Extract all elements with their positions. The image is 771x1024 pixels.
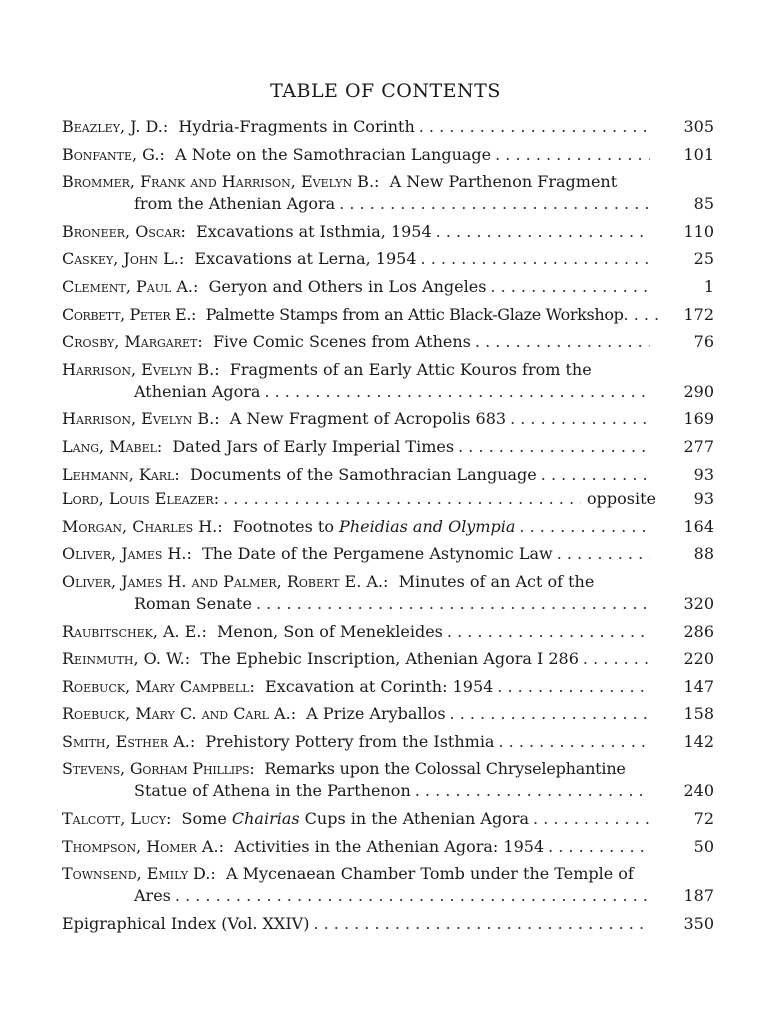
- toc-entry: [62, 359, 714, 403]
- entry-page: 101: [683, 144, 714, 164]
- dot-leader: [458, 436, 650, 458]
- entry-title: The Date of the Pergamene Astynomic Law: [202, 544, 553, 564]
- entry-page: 220: [683, 649, 714, 669]
- entry-page: 305: [683, 117, 714, 136]
- entry-page: 147: [683, 676, 714, 696]
- entry-title: The Ephebic Inscription, Athenian Agora I 286: [200, 649, 579, 669]
- toc-entry: [62, 248, 714, 270]
- entry-author: Crosby, Margaret:: [62, 332, 203, 352]
- toc-entry: [62, 676, 714, 698]
- entry-title: Menon, Son of Menekleides: [217, 621, 443, 641]
- entry-page: 286: [683, 621, 714, 641]
- toc-entry: [62, 464, 714, 486]
- dot-leader: [415, 780, 650, 802]
- entry-page: 169: [683, 409, 714, 429]
- entry-title: Epigraphical Index (Vol. XXIV): [62, 913, 310, 933]
- entry-title-continued: from the Athenian Agora: [134, 194, 336, 214]
- toc-entry: [62, 836, 714, 858]
- entry-title: A New Fragment of Acropolis 683: [229, 409, 507, 429]
- dot-leader: [490, 276, 650, 298]
- entry-author: Oliver, James H. and Palmer, Robert E. A.:: [62, 571, 389, 591]
- dot-leader: [495, 144, 650, 166]
- entry-title: Hydria-Fragments in Corinth: [178, 117, 415, 136]
- toc-entry: [62, 543, 714, 565]
- dot-leader: [475, 331, 650, 353]
- dot-leader: [256, 593, 650, 615]
- entry-title: A Note on the Samothracian Language: [175, 144, 492, 164]
- dot-leader: [339, 193, 650, 215]
- dot-leader: [447, 621, 650, 643]
- dot-leader: [548, 836, 650, 858]
- dot-leader: [533, 808, 650, 830]
- toc-entry: [62, 276, 714, 298]
- entry-author: Bonfante, G.:: [62, 144, 165, 164]
- entry-page: 110: [683, 221, 714, 241]
- entry-title: A New Parthenon Fragment: [389, 172, 618, 192]
- entry-author: Lang, Mabel:: [62, 436, 163, 456]
- toc-entry: [62, 621, 714, 643]
- entry-author: Lord, Louis Eleazer:: [62, 489, 220, 509]
- entry-author: Broneer, Oscar:: [62, 221, 186, 241]
- entry-page: 350: [683, 913, 714, 933]
- dot-leader: [175, 885, 650, 907]
- toc-entry: [62, 488, 714, 510]
- dot-leader: [436, 221, 650, 243]
- dot-leader: [421, 248, 650, 270]
- entry-page: 187: [683, 886, 714, 906]
- dot-leader: [519, 516, 650, 538]
- toc-entry: [62, 758, 714, 802]
- entry-author: Caskey, John L.:: [62, 249, 185, 269]
- toc-entry: [62, 304, 714, 326]
- toc-entry: [62, 221, 714, 243]
- entry-title-continued: Roman Senate: [134, 593, 252, 613]
- toc-entry: [62, 144, 714, 166]
- entry-title: Activities in the Athenian Agora: 1954: [234, 836, 545, 856]
- entry-title-continued: Ares: [134, 886, 171, 906]
- entry-title: Five Comic Scenes from Athens: [212, 332, 471, 352]
- entry-title: Palmette Stamps from an Attic Black-Glaze Workshop: [205, 304, 624, 324]
- entry-author: Smith, Esther A.:: [62, 731, 196, 751]
- entry-page: 93: [693, 489, 714, 509]
- toc-entry: [62, 913, 714, 935]
- dot-leader: [624, 304, 658, 326]
- entry-page: 50: [693, 836, 714, 856]
- entry-author: Reinmuth, O. W.:: [62, 649, 191, 669]
- entry-title: Prehistory Pottery from the Isthmia: [205, 731, 495, 751]
- toc-entry: [62, 516, 714, 538]
- dot-leader: [498, 731, 650, 753]
- entry-page: 88: [693, 544, 714, 564]
- toc-entry: [62, 408, 714, 430]
- entry-page: 172: [683, 304, 714, 324]
- entry-author: Townsend, Emily D.:: [62, 864, 216, 884]
- entry-author: Raubitschek, A. E.:: [62, 621, 207, 641]
- entry-page: 85: [693, 194, 714, 214]
- entry-title: Excavations at Lerna, 1954: [194, 249, 417, 269]
- entry-title: Remarks upon the Colossal Chryselephantine: [264, 759, 626, 779]
- toc-entry: [62, 331, 714, 353]
- toc-entry: [62, 731, 714, 753]
- entry-title: Fragments of an Early Attic Kouros from the: [229, 359, 592, 379]
- entry-author: Corbett, Peter E.:: [62, 304, 197, 324]
- entry-page: 93: [693, 464, 714, 484]
- entry-author: Oliver, James H.:: [62, 544, 192, 564]
- entry-page: 320: [683, 593, 714, 613]
- entry-page: 240: [683, 781, 714, 801]
- entry-author: Roebuck, Mary C. and Carl A.:: [62, 704, 297, 724]
- dot-leader: [264, 381, 650, 403]
- entry-title: Geryon and Others in Los Angeles: [208, 276, 487, 296]
- entry-page: 142: [683, 731, 714, 751]
- entry-title-continued: Statue of Athena in the Parthenon: [134, 781, 411, 801]
- dot-leader: [223, 488, 581, 510]
- entry-title-continued: Athenian Agora: [134, 381, 261, 401]
- entry-title-italic: Pheidias and Olympia: [339, 516, 516, 536]
- entry-author: Clement, Paul A.:: [62, 276, 199, 296]
- entry-title: Some: [181, 809, 232, 829]
- dot-leader: [541, 464, 650, 486]
- dot-leader: [419, 116, 650, 138]
- dot-leader: [450, 703, 650, 725]
- toc-entry: [62, 863, 714, 907]
- entry-title: Dated Jars of Early Imperial Times: [172, 436, 455, 456]
- dot-leader: [313, 913, 650, 935]
- entry-author: Stevens, Gorham Phillips:: [62, 759, 255, 779]
- entry-page: 164: [683, 516, 714, 536]
- entry-title: A Prize Aryballos: [306, 704, 446, 724]
- entry-page: 25: [693, 249, 714, 269]
- entry-author: Thompson, Homer A.:: [62, 836, 224, 856]
- toc-entry: [62, 571, 714, 615]
- toc-entry: [62, 436, 714, 458]
- dot-leader: [583, 648, 650, 670]
- entry-title: Excavation at Corinth: 1954: [265, 676, 494, 696]
- toc-entry: [62, 808, 714, 830]
- entry-title: Documents of the Samothracian Language: [189, 464, 537, 484]
- page-title: TABLE OF CONTENTS: [270, 80, 501, 102]
- toc-entry: [62, 171, 714, 215]
- entry-page-note: opposite: [587, 489, 656, 509]
- entry-title-italic: Chairias: [231, 809, 300, 829]
- toc-entry: [62, 116, 714, 138]
- entry-page: 158: [683, 704, 714, 724]
- dot-leader: [557, 543, 650, 565]
- entry-author: Roebuck, Mary Campbell:: [62, 676, 255, 696]
- entry-page: 76: [693, 332, 714, 352]
- entry-author: Brommer, Frank and Harrison, Evelyn B.:: [62, 172, 380, 192]
- entry-page: 72: [693, 809, 714, 829]
- dot-leader: [497, 676, 650, 698]
- entry-title: Minutes of an Act of the: [398, 571, 595, 591]
- entry-author: Talcott, Lucy:: [62, 809, 172, 829]
- toc-entry: [62, 703, 714, 725]
- entry-page: 277: [683, 436, 714, 456]
- entry-author: Lehmann, Karl:: [62, 464, 180, 484]
- entry-page: 290: [683, 381, 714, 401]
- entry-author: Beazley, J. D.:: [62, 117, 169, 136]
- entry-page: 1: [703, 276, 714, 296]
- entry-title: Excavations at Isthmia, 1954: [196, 221, 432, 241]
- entry-title: A Mycenaean Chamber Tomb under the Temple of: [225, 864, 634, 884]
- entry-title-rest: Cups in the Athenian Agora: [299, 809, 530, 829]
- entry-author: Harrison, Evelyn B.:: [62, 409, 220, 429]
- toc-entry: [62, 648, 714, 670]
- dot-leader: [510, 408, 650, 430]
- entry-author: Morgan, Charles H.:: [62, 516, 223, 536]
- entry-title: Footnotes to: [232, 516, 340, 536]
- entry-author: Harrison, Evelyn B.:: [62, 359, 220, 379]
- table-of-contents: [62, 116, 714, 940]
